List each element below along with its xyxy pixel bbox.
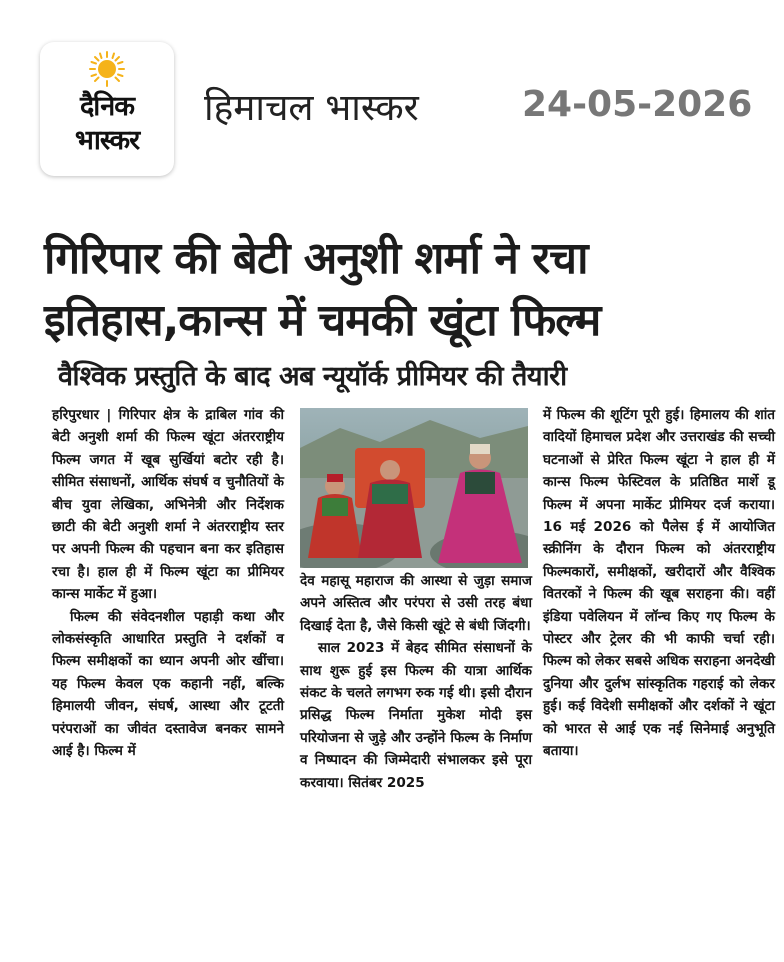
article-column-3 [543, 404, 775, 763]
column-1-paragraph-2: फिल्म की संवेदनशील पहाड़ी कथा और लोकसंस्कृति आधारित प्रस्तुति ने दर्शकों व फिल्म समीक्षकों का ध्यान अपनी ओर खींचा। यह फिल्म केवल एक कहानी नहीं, बल्कि हिमालयी जीवन, संघर्ष, आस्था और टूटती परंपराओं का जीवंत दस्तावेज बनकर सामने आई है। फिल्म में [52, 608, 284, 760]
column-2-paragraph-1: देव महासू महाराज की आस्था से जुड़ा समाज अपने अस्तित्व और परंपरा से उसी तरह बंधा दिखाई देता है, जैसे किसी खूंटे से बंधी जिंदगी। [300, 573, 532, 634]
edition-name: हिमाचल भास्कर [204, 86, 419, 129]
film-still-photo [300, 408, 528, 568]
logo-text-bhaskar: भास्कर [74, 125, 140, 156]
headline [44, 228, 764, 352]
dateline: हरिपुरधार [52, 407, 100, 423]
dainik-bhaskar-logo [40, 42, 174, 176]
column-1-paragraph-1: | गिरिपार क्षेत्र के द्राबिल गांव की बेटी अनुशी शर्मा की फिल्म खूंटा अंतरराष्ट्रीय फिल्म जगत में खूब सुर्खियां बटोर रही है। सीमित संसाधनों, आर्थिक संघर्ष व चुनौतियों के बीच युवा लेखिका, अभिनेत्री और निर्देशक छाटी की बेटी अनुशी शर्मा ने अंतरराष्ट्रीय स्तर पर अपनी फिल्म की पहचान बना कर इतिहास रचा है। हाल ही में फिल्म खूंटा का प्रीमियर कान्स मार्केट में हुआ। [52, 407, 285, 603]
article-column-2 [300, 570, 532, 794]
column-2-paragraph-2: साल 2023 में बेहद सीमित संसाधनों के साथ शुरू हुई इस फिल्म की यात्रा आर्थिक संकट के चलते लगभग रुक गई थी। इसी दौरान प्रसिद्ध फिल्म निर्माता मुकेश मोदी इस परियोजना से जुड़े और उन्होंने फिल्म के निर्माण व निष्पादन की जिम्मेदारी संभालकर इसे पूरा करवाया। सितंबर 2025 [300, 640, 532, 791]
logo-text-dainik: दैनिक [79, 91, 135, 122]
sun-icon [88, 50, 126, 88]
publication-date: 24-05-2026 [522, 84, 753, 125]
headline-line-2: इतिहास,कान्स में चमकी खूंटा फिल्म [44, 295, 601, 346]
subheadline: वैश्विक प्रस्तुति के बाद अब न्यूयॉर्क प्रीमियर की तैयारी [58, 361, 567, 392]
article-column-1 [52, 404, 284, 763]
headline-line-1: गिरिपार की बेटी अनुशी शर्मा ने रचा [44, 233, 588, 284]
column-3-paragraph-1: में फिल्म की शूटिंग पूरी हुई। हिमालय की शांत वादियों हिमाचल प्रदेश और उत्तराखंड की सच्ची घटनाओं से प्रेरित फिल्म खूंटा ने हाल ही में कान्स फिल्म फेस्टिवल के प्रतिष्ठित मार्शे डू फिल्म में अपना मार्केट प्रीमियर दर्ज कराया। 16 मई 2026 को पैलेस ई में आयोजित स्क्रीनिंग के दौरान फिल्म को अंतरराष्ट्रीय फिल्मकारों, समीक्षकों, खरीदारों और वैश्विक वितरकों ने फिल्म की खूब सराहना की। वहीं इंडिया पवेलियन में लॉन्च किए गए फिल्म के पोस्टर और ट्रेलर की भी काफी चर्चा रही। फिल्म को लेकर सबसे अधिक सराहना अनदेखी दुनिया और दुर्लभ सांस्कृतिक गहराई को लेकर हुई। कई विदेशी समीक्षकों और दर्शकों ने खूंटा को भारत से आई एक नई सिनेमाई अनुभूति बताया। [543, 407, 775, 760]
film-still-image [300, 408, 528, 568]
